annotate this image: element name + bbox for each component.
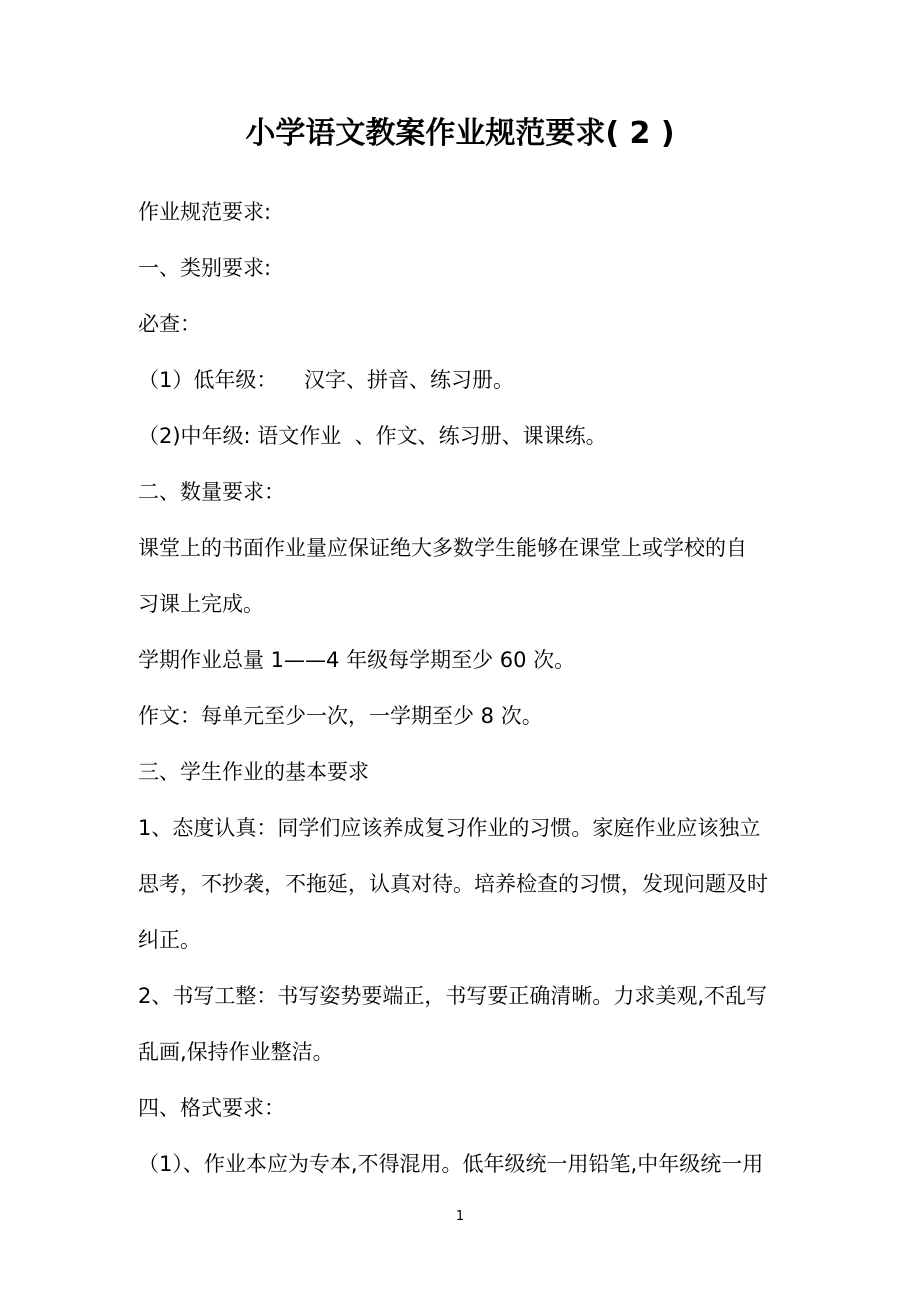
page-number: 1 xyxy=(455,1209,465,1224)
paragraph-line: 二、数量要求： xyxy=(138,480,285,504)
paragraph-line: 课堂上的书面作业量应保证绝大多数学生能够在课堂上或学校的自 xyxy=(138,536,747,560)
paragraph-line: 学期作业总量 1——4 年级每学期至少 60 次。 xyxy=(138,648,576,672)
document-title: 小学语文教案作业规范要求( 2 ) xyxy=(245,116,675,151)
paragraph-line: 习课上完成。 xyxy=(138,592,264,616)
paragraph-line: 必查： xyxy=(138,312,201,336)
paragraph-line: 2、书写工整：书写姿势要端正，书写要正确清晰。力求美观,不乱写 xyxy=(138,984,768,1008)
paragraph-line: 四、格式要求： xyxy=(138,1096,285,1120)
paragraph-line: 作业规范要求: xyxy=(138,200,272,224)
paragraph-line: 作文：每单元至少一次，一学期至少 8 次。 xyxy=(138,704,543,728)
paragraph-line: 三、学生作业的基本要求 xyxy=(138,760,369,784)
paragraph-line: 纠正。 xyxy=(138,928,201,952)
paragraph-line: （1）低年级： 汉字、拼音、练习册。 xyxy=(138,368,515,392)
paragraph-line: （2)中年级: 语文作业 、作文、练习册、课课练。 xyxy=(138,424,607,448)
paragraph-line: 思考，不抄袭，不拖延，认真对待。培养检查的习惯，发现问题及时 xyxy=(138,872,768,896)
paragraph-line: 1、态度认真：同学们应该养成复习作业的习惯。家庭作业应该独立 xyxy=(138,816,761,840)
paragraph-line: 一、类别要求: xyxy=(138,256,272,280)
paragraph-line: （1）、作业本应为专本,不得混用。低年级统一用铅笔,中年级统一用 xyxy=(138,1152,764,1176)
paragraph-line: 乱画,保持作业整洁。 xyxy=(138,1040,334,1064)
